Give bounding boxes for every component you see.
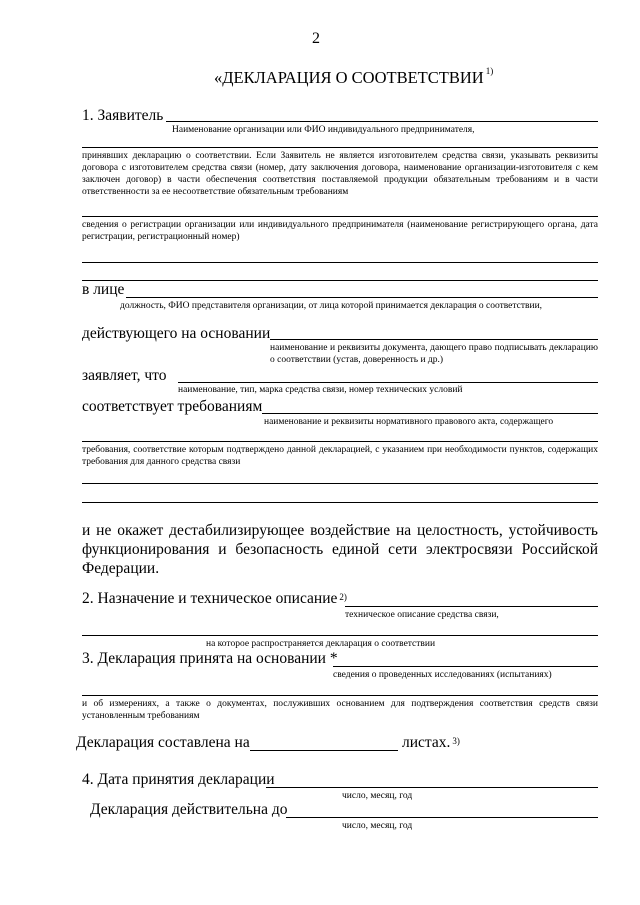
compiled-label: Декларация составлена на xyxy=(76,734,250,751)
page-number: 2 xyxy=(312,30,320,47)
basis-note: сведения о проведенных исследованиях (испытаниях) xyxy=(333,670,552,680)
complies-note: наименование и реквизиты нормативного правового акта, содержащего xyxy=(264,417,554,427)
document-title xyxy=(214,68,493,88)
registration-field-line[interactable] xyxy=(82,216,598,217)
representative-note xyxy=(82,300,598,312)
registration-field-line-2[interactable] xyxy=(82,262,598,263)
declares-field-line[interactable] xyxy=(178,382,598,383)
requirements-note: требования, соответствие которым подтверждено данной декларацией, с указанием при необходимости пунктов, содержащих требования для данного средства связи xyxy=(82,445,598,467)
section2-footnote-mark: 2) xyxy=(339,592,347,602)
tech-description-field-line[interactable] xyxy=(345,606,598,607)
sheets-count-field-line[interactable] xyxy=(250,750,398,751)
valid-until-field-line[interactable] xyxy=(286,817,598,818)
declares-label: заявляет, что xyxy=(82,367,167,384)
basis-note-2: и об измерениях, а также о документах, послуживших основанием для подтверждения соответствия средств связи установленным требованиям xyxy=(82,699,598,721)
declares-note: наименование, тип, марка средства связи, номер технических условий xyxy=(178,385,463,395)
applicant-field-line-2[interactable] xyxy=(82,147,598,148)
tech-description-note: техническое описание средства связи, xyxy=(345,610,499,620)
acting-basis-field-line[interactable] xyxy=(270,339,598,340)
section1-applicant-label: 1. Заявитель xyxy=(82,107,164,124)
representative-field-line[interactable] xyxy=(126,297,598,298)
section3-label: 3. Декларация принята на основании * xyxy=(82,650,338,667)
compiled-sheets-text: листах. xyxy=(402,734,451,751)
section2-label xyxy=(82,589,347,609)
complies-label: соответствует требованиям xyxy=(82,398,263,415)
tech-description-note-2: на которое распространяется декларация о соответствии xyxy=(206,639,436,649)
adoption-date-note: число, месяц, год xyxy=(342,791,413,801)
basis-field-line-2[interactable] xyxy=(82,695,598,696)
valid-until-note: число, месяц, год xyxy=(342,821,413,831)
section2-label-text: 2. Назначение и техническое описание xyxy=(82,590,338,607)
registration-note: сведения о регистрации организации или индивидуального предпринимателя (наименование регистрирующего органа, дата регистрации, регистрационный номер) xyxy=(82,220,598,242)
section4-label: 4. Дата принятия декларации xyxy=(82,771,275,788)
applicant-contract-note: принявших декларацию о соответствии. Если Заявитель не является изготовителем средства связи, указывать реквизиты договора с изготовителем средства связи (номер, дату заключения договора, наименование организации-изготовителя с кем заключен договор) в части обеспечения соответствия поставляемой продукции обязательным требованиям и в части ответственности за ее несоответствие обязательным требованиям xyxy=(82,151,598,197)
complies-field-line[interactable] xyxy=(262,413,598,414)
requirements-field-line-3[interactable] xyxy=(82,502,598,503)
compiled-sheets xyxy=(402,733,460,753)
requirements-field-line[interactable] xyxy=(82,441,598,442)
adoption-date-field-line[interactable] xyxy=(266,787,598,788)
applicant-name-field-line[interactable] xyxy=(166,121,598,122)
requirements-field-line-2[interactable] xyxy=(82,483,598,484)
compiled-footnote-mark: 3) xyxy=(452,736,460,746)
basis-field-line[interactable] xyxy=(333,666,598,667)
registration-field-line-3[interactable] xyxy=(82,280,598,281)
title-footnote-mark: 1) xyxy=(485,66,494,76)
acting-basis-note: наименование и реквизиты документа, дающего право подписывать декларацию о соответствии (устав, доверенность и др.) xyxy=(270,343,598,365)
closing-paragraph: и не окажет дестабилизирующее воздействие на целостность, устойчивость функционирования и безопасность единой сети электросвязи Российской Федерации. xyxy=(82,522,598,577)
applicant-name-note: Наименование организации или ФИО индивидуального предпринимателя, xyxy=(172,125,475,135)
tech-description-field-line-2[interactable] xyxy=(82,635,598,636)
document-title-text: «ДЕКЛАРАЦИЯ О СООТВЕТСТВИИ xyxy=(214,68,484,87)
valid-until-label: Декларация действительна до xyxy=(90,801,288,818)
representative-note-text: должность, ФИО представителя организации, от лица которой принимается декларация о соответствии, xyxy=(120,301,543,311)
in-person-label: в лице xyxy=(82,281,125,298)
acting-basis-label: действующего на основании xyxy=(82,325,271,342)
